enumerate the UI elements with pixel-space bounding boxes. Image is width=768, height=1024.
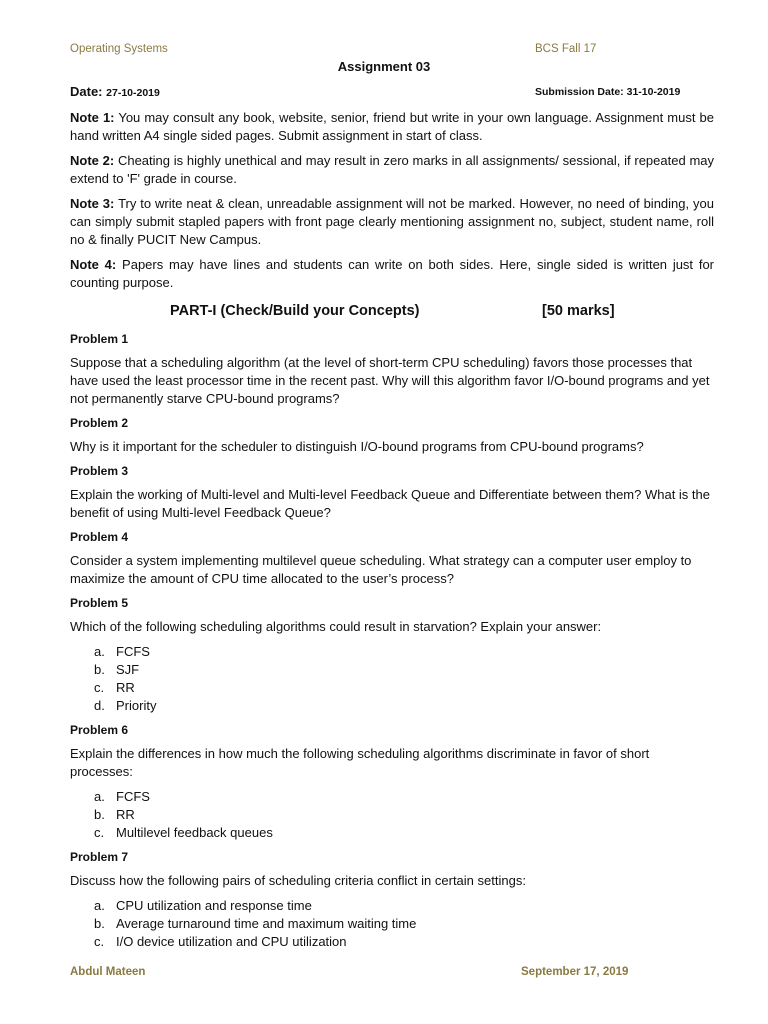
- header-class: BCS Fall 17: [535, 43, 597, 55]
- option-item: [70, 824, 714, 842]
- part-heading: [70, 302, 714, 326]
- problem-text: Explain the differences in how much the following scheduling algorithms discriminate in favor of short processes:: [70, 746, 650, 779]
- option-label: c.: [94, 680, 105, 695]
- option-label: b.: [94, 807, 105, 822]
- note-paragraph: [70, 152, 714, 188]
- option-text: SJF: [116, 662, 140, 677]
- option-label: c.: [94, 934, 105, 949]
- submission-date: Submission Date: 31-10-2019: [535, 86, 681, 98]
- option-item: [70, 915, 714, 933]
- option-item: [70, 933, 714, 951]
- note-paragraph: [70, 195, 714, 249]
- date-label: Date:: [70, 84, 103, 99]
- option-label: c.: [94, 825, 105, 840]
- option-item: [70, 697, 714, 715]
- option-text: FCFS: [116, 789, 150, 804]
- problem-options: [70, 643, 714, 715]
- option-item: [70, 897, 714, 915]
- option-label: d.: [94, 698, 105, 713]
- option-label: b.: [94, 662, 105, 677]
- option-item: [70, 643, 714, 661]
- option-text: CPU utilization and response time: [116, 898, 312, 913]
- document-body: [70, 109, 714, 957]
- part-title: PART-I (Check/Build your Concepts): [170, 303, 420, 319]
- assignment-title: Assignment 03: [337, 59, 431, 74]
- problem-heading: Problem 1: [70, 332, 129, 346]
- option-text: FCFS: [116, 644, 150, 659]
- option-text: RR: [116, 807, 135, 822]
- problem-heading: Problem 4: [70, 530, 129, 544]
- note-text: Cheating is highly unethical and may result in zero marks in all assignments/ sessional, if repeated may extend to 'F' grade in course.: [70, 153, 714, 186]
- option-text: Average turnaround time and maximum waiting time: [116, 916, 417, 931]
- problem-heading: Problem 3: [70, 464, 129, 478]
- note-key: Note 1:: [70, 110, 115, 125]
- header-course: Operating Systems: [70, 43, 168, 55]
- problem-text: Which of the following scheduling algorithms could result in starvation? Explain your answer:: [70, 619, 602, 634]
- footer-author: Abdul Mateen: [70, 966, 146, 978]
- problem-heading: Problem 2: [70, 416, 129, 430]
- option-item: [70, 679, 714, 697]
- option-label: b.: [94, 916, 105, 931]
- note-paragraph: [70, 109, 714, 145]
- option-item: [70, 806, 714, 824]
- note-key: Note 4:: [70, 257, 117, 272]
- option-label: a.: [94, 644, 105, 659]
- date-row: [70, 84, 692, 99]
- note-paragraph: [70, 256, 714, 292]
- part-marks: [50 marks]: [542, 303, 615, 319]
- option-label: a.: [94, 789, 105, 804]
- note-key: Note 3:: [70, 196, 115, 211]
- problem-text: Consider a system implementing multilevel queue scheduling. What strategy can a computer user employ to maximize the amount of CPU time allocated to the user’s process?: [70, 553, 692, 586]
- option-text: Multilevel feedback queues: [116, 825, 273, 840]
- problem-text: Suppose that a scheduling algorithm (at the level of short-term CPU scheduling) favors those processes that have used the least processor time in the recent past. Why will this algorithm favor I/O-bound programs and yet not permanently starve CPU-bound programs?: [70, 355, 710, 406]
- option-item: [70, 788, 714, 806]
- problems-section: [70, 330, 714, 951]
- footer-date: September 17, 2019: [521, 966, 629, 978]
- option-text: Priority: [116, 698, 157, 713]
- problem-heading: Problem 6: [70, 723, 129, 737]
- problem-heading: Problem 7: [70, 850, 129, 864]
- note-text: Papers may have lines and students can write on both sides. Here, single sided is written just for counting purpose.: [70, 257, 715, 290]
- option-item: [70, 661, 714, 679]
- option-text: RR: [116, 680, 135, 695]
- note-key: Note 2:: [70, 153, 115, 168]
- problem-options: [70, 897, 714, 951]
- date-value: 27-10-2019: [106, 87, 160, 99]
- notes-section: [70, 109, 714, 292]
- option-text: I/O device utilization and CPU utilization: [116, 934, 347, 949]
- note-text: Try to write neat & clean, unreadable assignment will not be marked. However, no need of binding, you can simply submit stapled papers with front page clearly mentioning assignment no, subject, student name, roll no & finally PUCIT New Campus.: [70, 196, 714, 247]
- problem-text: Explain the working of Multi-level and Multi-level Feedback Queue and Differentiate between them? What is the benefit of using Multi-level Feedback Queue?: [70, 487, 710, 520]
- problem-text: Discuss how the following pairs of scheduling criteria conflict in certain settings:: [70, 873, 526, 888]
- problem-options: [70, 788, 714, 842]
- option-label: a.: [94, 898, 105, 913]
- problem-text: Why is it important for the scheduler to distinguish I/O-bound programs from CPU-bound programs?: [70, 439, 644, 454]
- note-text: You may consult any book, website, senior, friend but write in your own language. Assignment must be hand written A4 single sided pages. Submit assignment in start of class.: [70, 110, 715, 143]
- problem-heading: Problem 5: [70, 596, 129, 610]
